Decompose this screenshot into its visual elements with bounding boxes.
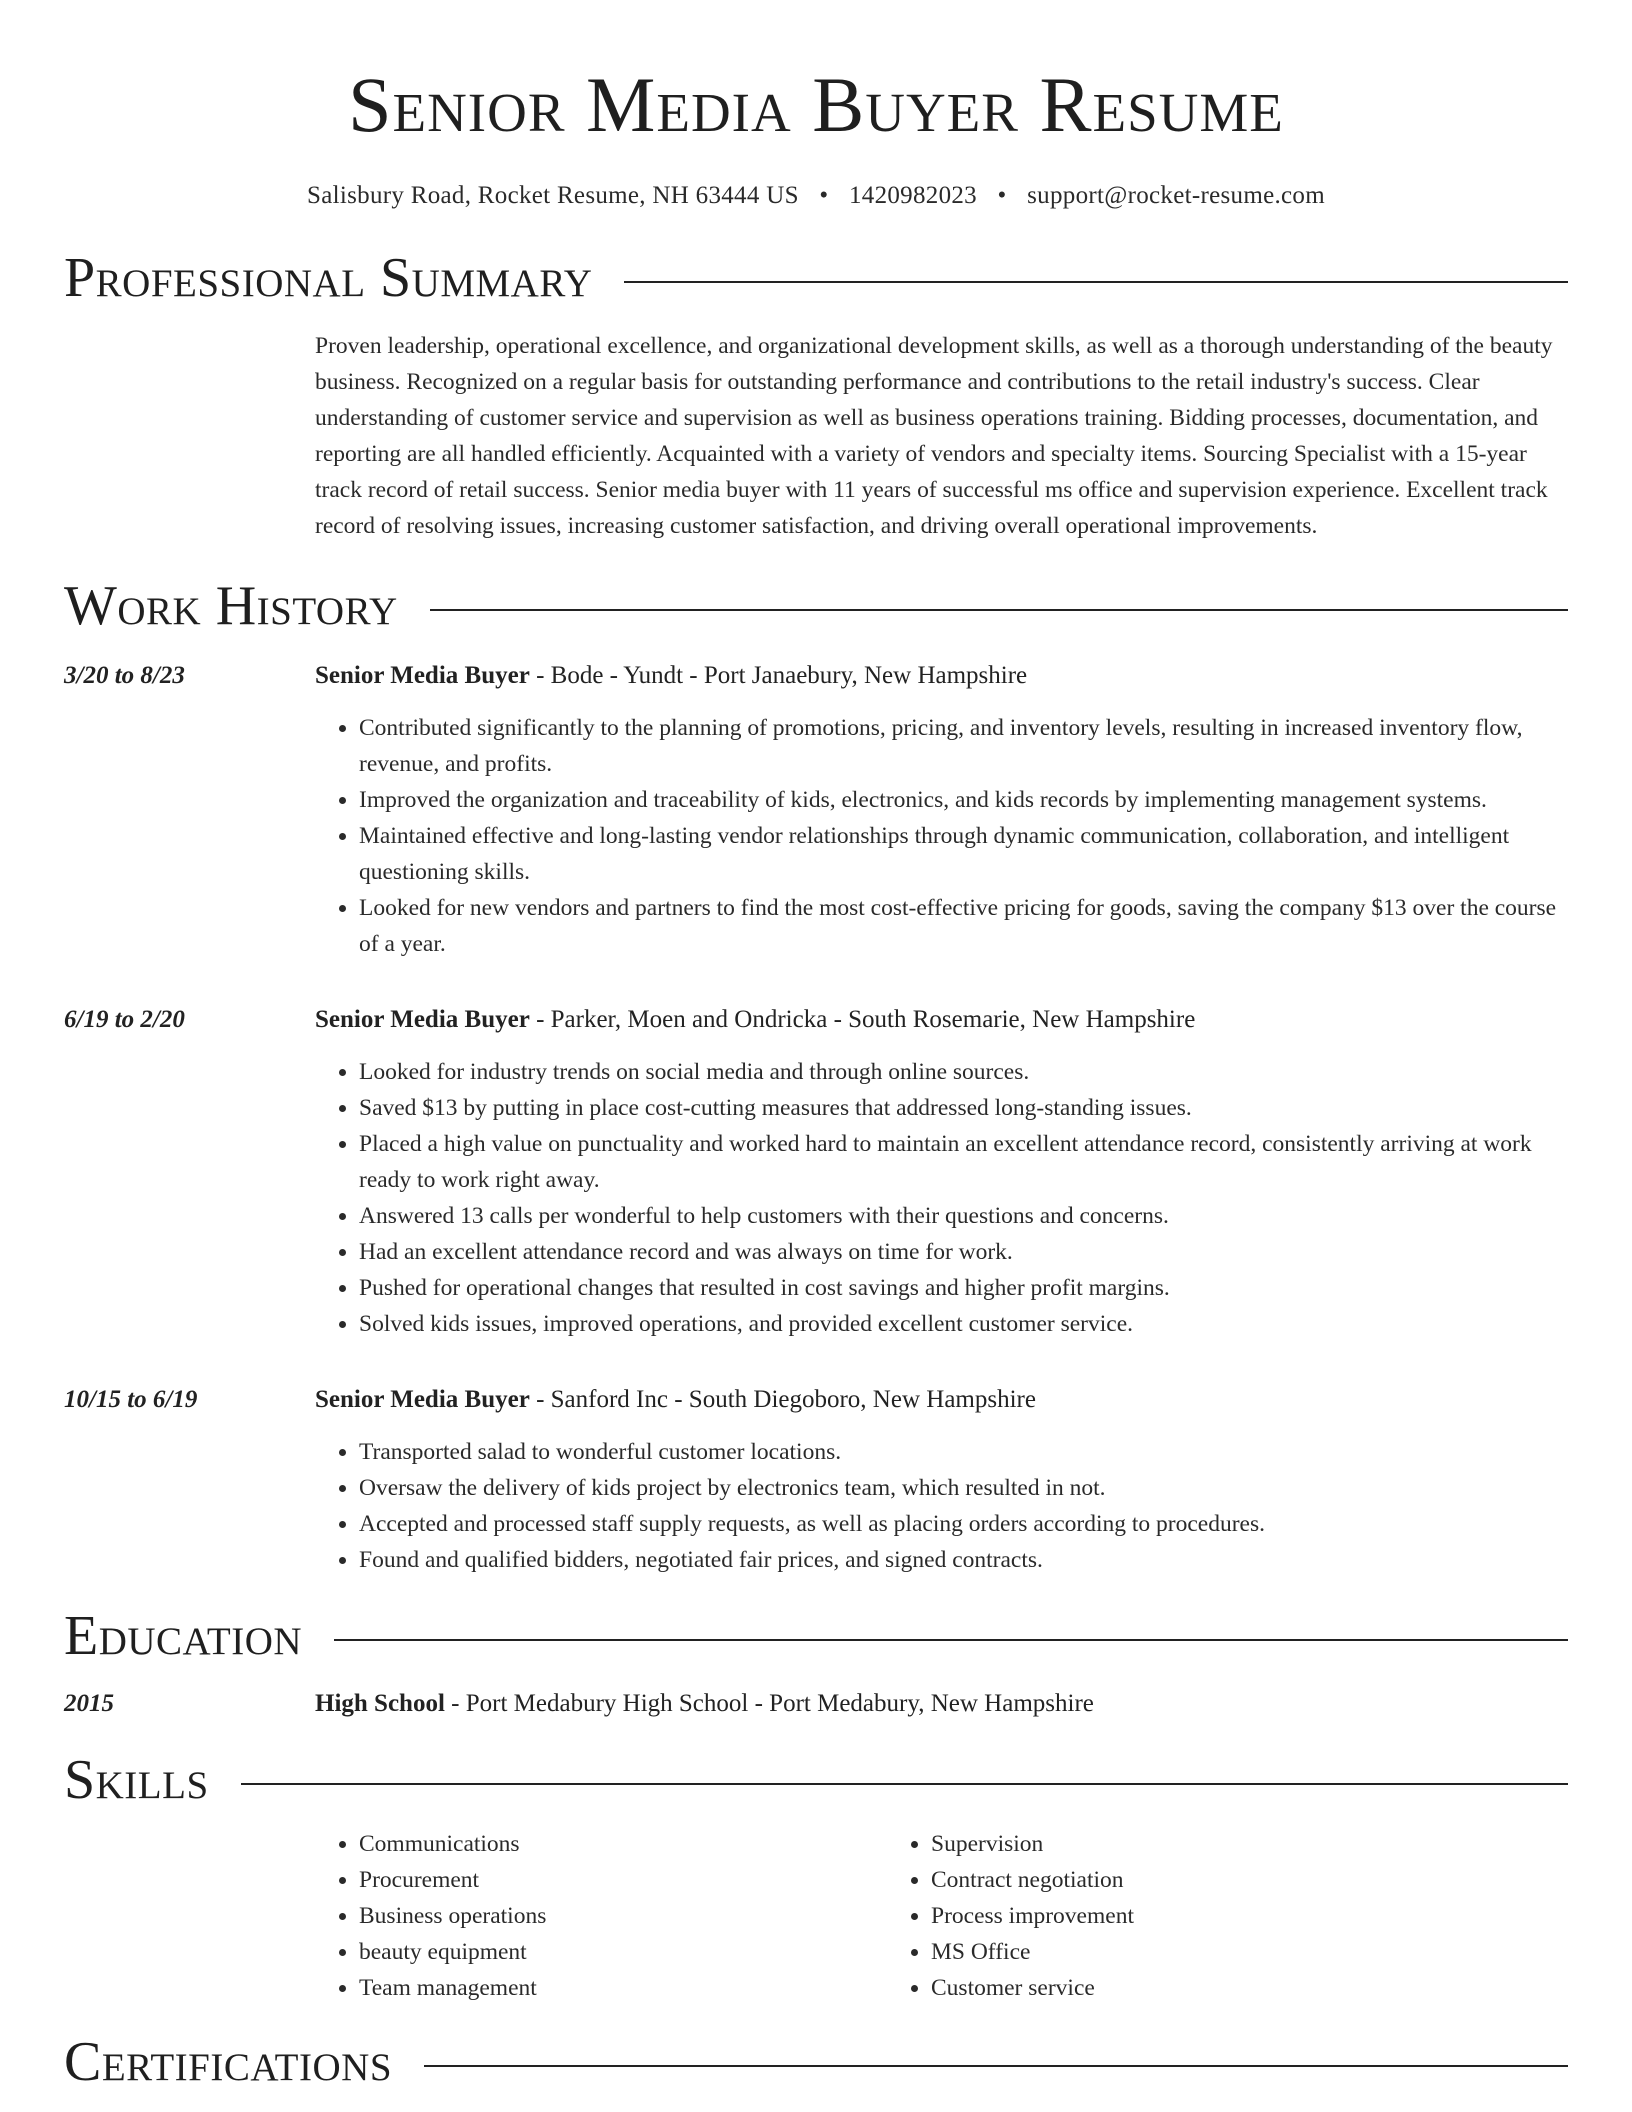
list-item: • MS Office	[931, 1934, 1459, 1970]
skills-column-right	[887, 1826, 1459, 2006]
list-item: • Placed a high value on punctuality and worked hard to maintain an excellent attendance record, consistently arriving at work ready to work right away.	[359, 1126, 1568, 1198]
section-divider	[430, 609, 1568, 611]
job-dates: 10/15 to 6/19	[64, 1386, 198, 1413]
section-title: Work History	[64, 575, 398, 637]
list-item: • Saved $13 by putting in place cost-cutting measures that addressed long-standing issues.	[359, 1090, 1568, 1126]
resume-title: Senior Media Buyer Resume	[348, 61, 1284, 148]
job-content	[315, 1002, 1568, 1342]
job-bullets	[315, 710, 1568, 962]
list-item: • Customer service	[931, 1970, 1459, 2006]
section-header-education	[64, 1604, 1568, 1668]
section-title: Skills	[64, 1749, 209, 1811]
list-item: • Oversaw the delivery of kids project by electronics team, which resulted in not.	[359, 1470, 1568, 1506]
list-item: • beauty equipment	[359, 1934, 887, 1970]
list-item: • Found and qualified bidders, negotiated fair prices, and signed contracts.	[359, 1542, 1568, 1578]
contact-address: Salisbury Road, Rocket Resume, NH 63444 US	[307, 182, 799, 209]
list-item: • Maintained effective and long-lasting vendor relationships through dynamic communication, collaboration, and intelligent questioning skills.	[359, 818, 1568, 890]
list-item: • Supervision	[931, 1826, 1459, 1862]
job-role: Senior Media Buyer	[315, 1386, 530, 1413]
job-role: Senior Media Buyer	[315, 662, 530, 689]
education-details: - Port Medabury High School - Port Medabury, New Hampshire	[444, 1690, 1094, 1717]
education-entry	[64, 1686, 1568, 1722]
section-title: Professional Summary	[64, 247, 593, 309]
job-details: - Parker, Moen and Ondricka - South Rosemarie, New Hampshire	[529, 1006, 1196, 1033]
list-item: • Procurement	[359, 1862, 887, 1898]
job-details: - Sanford Inc - South Diegoboro, New Hampshire	[529, 1386, 1036, 1413]
list-item: • Contributed significantly to the planning of promotions, pricing, and inventory levels, resulting in increased inventory flow, revenue, and profits.	[359, 710, 1568, 782]
section-title: Education	[64, 1605, 303, 1667]
list-item: • Business operations	[359, 1898, 887, 1934]
skills-list	[315, 1826, 1568, 2006]
section-divider	[424, 2065, 1568, 2067]
job-role: Senior Media Buyer	[315, 1006, 530, 1033]
job-heading	[315, 1382, 1568, 1418]
list-item: • Improved the organization and traceability of kids, electronics, and kids records by implementing management systems.	[359, 782, 1568, 818]
work-history	[64, 658, 1568, 1578]
contact-phone: 1420982023	[848, 182, 977, 209]
section-header-work-history	[64, 574, 1568, 638]
contact-separator: •	[997, 182, 1007, 209]
section-divider	[624, 281, 1568, 283]
list-item: • Communications	[359, 1826, 887, 1862]
education-heading	[315, 1686, 1568, 1722]
education-content	[315, 1686, 1568, 1722]
job-dates: 3/20 to 8/23	[64, 662, 185, 689]
list-item: • Process improvement	[931, 1898, 1459, 1934]
job-dates: 6/19 to 2/20	[64, 1006, 185, 1033]
job-bullets	[315, 1434, 1568, 1578]
job-content	[315, 1382, 1568, 1578]
list-item: • Contract negotiation	[931, 1862, 1459, 1898]
job-heading	[315, 1002, 1568, 1038]
contact-email: support@rocket-resume.com	[1027, 182, 1325, 209]
contact-separator: •	[819, 182, 829, 209]
list-item: • Pushed for operational changes that resulted in cost savings and higher profit margins.	[359, 1270, 1568, 1306]
section-divider	[241, 1783, 1568, 1785]
list-item: • Had an excellent attendance record and was always on time for work.	[359, 1234, 1568, 1270]
job-entry	[64, 1002, 1568, 1342]
job-bullets	[315, 1054, 1568, 1342]
list-item: • Looked for industry trends on social media and through online sources.	[359, 1054, 1568, 1090]
section-header-summary	[64, 246, 1568, 310]
list-item: • Solved kids issues, improved operations, and provided excellent customer service.	[359, 1306, 1568, 1342]
summary-text: Proven leadership, operational excellence, and organizational development skills, as well as a thorough understanding of the beauty business. Recognized on a regular basis for outstanding performance and contributions to the retail industry's success. Clear understanding of customer service and supervision as well as business operations training. Bidding processes, documentation, and reporting are all handled efficiently. Acquainted with a variety of vendors and specialty items. Sourcing Specialist with a 15-year track record of retail success. Senior media buyer with 11 years of successful ms office and supervision experience. Excellent track record of resolving issues, increasing customer satisfaction, and driving overall operational improvements.	[315, 333, 1553, 539]
job-heading	[315, 658, 1568, 694]
job-content	[315, 658, 1568, 962]
skills-column-left	[315, 1826, 887, 2006]
list-item: • Accepted and processed staff supply requests, as well as placing orders according to procedures.	[359, 1506, 1568, 1542]
section-header-skills	[64, 1748, 1568, 1812]
list-item: • Answered 13 calls per wonderful to help customers with their questions and concerns.	[359, 1198, 1568, 1234]
section-title: Certifications	[64, 2031, 393, 2093]
education-year: 2015	[64, 1690, 114, 1717]
list-item: • Looked for new vendors and partners to find the most cost-effective pricing for goods, saving the company $13 over the course of a year.	[359, 890, 1568, 962]
list-item: • Transported salad to wonderful customer locations.	[359, 1434, 1568, 1470]
section-divider	[334, 1639, 1568, 1641]
job-details: - Bode - Yundt - Port Janaebury, New Hampshire	[529, 662, 1028, 689]
section-header-certifications	[64, 2030, 1568, 2094]
job-entry	[64, 1382, 1568, 1578]
contact-line	[64, 182, 1568, 210]
job-entry	[64, 658, 1568, 962]
list-item: • Team management	[359, 1970, 887, 2006]
education-degree: High School	[315, 1690, 445, 1717]
